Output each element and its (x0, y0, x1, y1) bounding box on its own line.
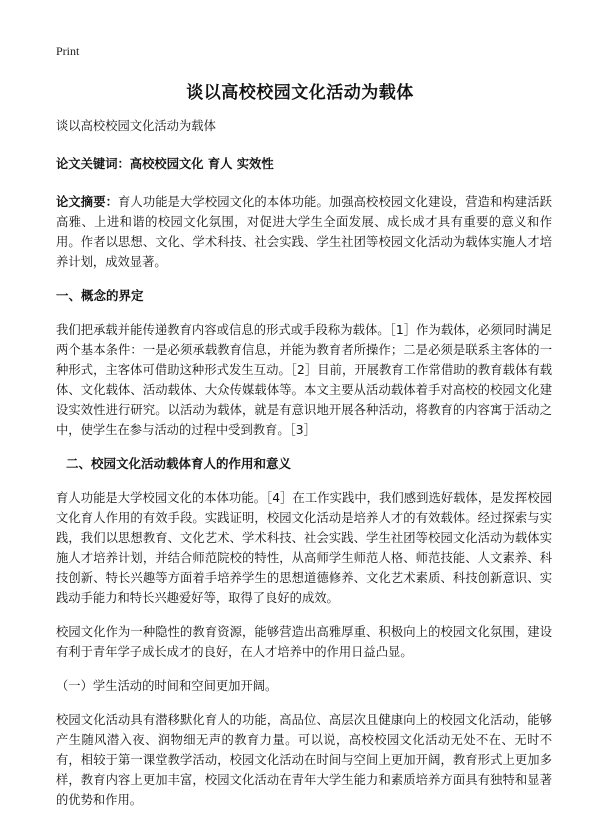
subsection1-paragraph: 校园文化活动具有潜移默化育人的功能，高品位、高层次且健康向上的校园文化活动，能够产生随风潜入夜、润物细无声的教育力量。可以说，高校校园文化活动无处不在、无时不有，相较于第一课堂教学活动，校园文化活动在时间与空间上更加开阔，教育形式上更加多样，教育内容上更加丰富，校园文化活动在青年大学生能力和素质培养方面具有独特和显著的优势和作用。 (56, 713, 552, 807)
article-subtitle: 谈以高校校园文化活动为载体 (56, 119, 216, 133)
subsection1-heading: （一）学生活动的时间和空间更加开阔。 (56, 679, 278, 693)
section1-heading: 一、概念的界定 (56, 288, 144, 303)
section1-paragraph: 我们把承载并能传递教育内容或信息的形式或手段称为载体。［1］作为载体，必须同时满足两个基本条件：一是必须承载教育信息，并能为教育者所操作；二是必须是联系主客体的一种形式，主客体可借助这种形式发生互动。［2］目前，开展教育工作常借助的教育载体有载体、文化载体、活动载体、大众传媒载体等。本文主要从活动载体着手对高校的校园文化建设实效性进行研究。以活动为载体，就是有意识地开展各种活动，将教育的内容寓于活动之中，使学生在参与活动的过程中受到教育。［3］ (56, 323, 552, 437)
keywords-line (56, 154, 552, 174)
keywords-text: 高校校园文化 育人 实效性 (129, 157, 274, 171)
section2-paragraph-2: 校园文化作为一种隐性的教育资源，能够营造出高雅厚重、积极向上的校园文化氛围，建设有利于青年学子成长成才的良好，在人才培养中的作用日益凸显。 (56, 625, 552, 659)
section2-paragraph-1: 育人功能是大学校园文化的本体功能。［4］在工作实践中，我们感到选好载体，是发挥校园文化育人作用的有效手段。实践证明，校园文化活动是培养人才的有效载体。经过探索与实践，我们以思想教育、文化艺术、学术科技、社会实践、学生社团等校园文化活动为载体实施人才培养计划，并结合师范院校的特性，从高师学生师范人格、师范技能、人文素养、科技创新、特长兴趣等方面着手培养学生的思想道德修养、文化艺术素质、科技创新意识、实践动手能力和特长兴趣爱好等，取得了良好的成效。 (56, 491, 552, 605)
abstract-paragraph (56, 192, 552, 272)
print-link[interactable]: Print (56, 44, 80, 58)
article-body (56, 116, 552, 810)
page-title: 谈以高校校园文化活动为载体 (186, 83, 414, 103)
section2-heading: 二、校园文化活动载体育人的作用和意义 (66, 456, 292, 471)
keywords-label: 论文关键词： (56, 157, 130, 171)
abstract-text: 育人功能是大学校园文化的本体功能。加强高校校园文化建设，营造和构建活跃高雅、上进和谐的校园文化氛围，对促进大学生全面发展、成长成才具有重要的意义和作用。作者以思想、文化、学术科技、社会实践、学生社团等校园文化活动为载体实施人才培养计划，成效显著。 (56, 195, 552, 269)
abstract-label: 论文摘要： (56, 195, 119, 209)
